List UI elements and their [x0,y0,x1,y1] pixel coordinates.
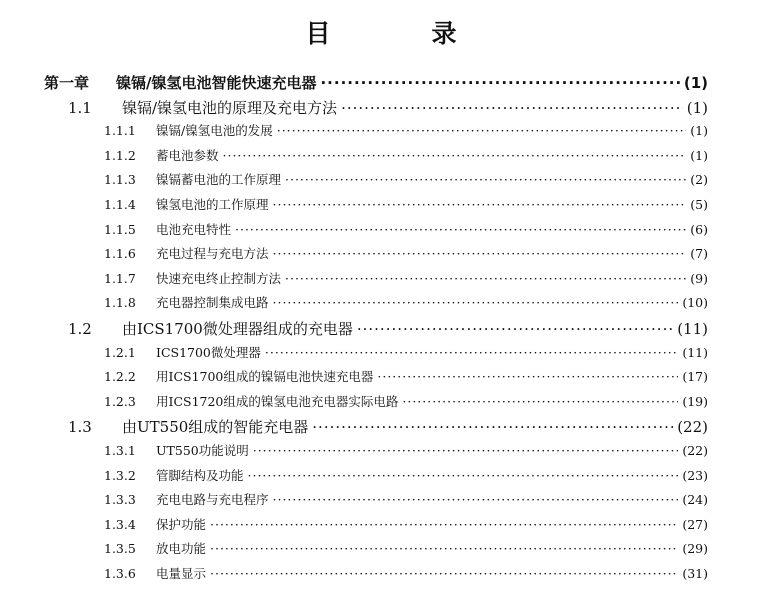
toc-entry-title: 电池充电特性 [156,221,232,237]
toc-entry-number: 1.3 [68,418,92,437]
toc-entry-number: 第一章 [44,74,90,92]
dot-leader [210,566,678,581]
page-title: 目 录 [305,19,495,48]
toc-entry-page: (11) [677,320,708,338]
toc-entry-number: 1.1.1 [104,123,136,139]
toc-entry-title: 电量显示 [156,566,207,581]
toc-entry-number: 1.1.4 [104,197,136,212]
toc-entry-title: 用ICS1700组成的镍镉电池快速充电器 [156,369,374,385]
dot-leader [402,394,678,409]
toc-entry-page: (22) [677,418,708,437]
toc-entry-title: 用ICS1720组成的镍氢电池充电器实际电路 [156,393,399,409]
toc-entry-title: 由UT550组成的智能充电器 [122,418,309,437]
toc-entry[interactable] [104,515,708,539]
toc-entry[interactable] [68,97,708,121]
toc-entry-page: (6) [690,221,708,237]
toc-entry-title: 保护功能 [156,516,207,532]
toc-entry-number: 1.2.1 [104,344,136,360]
toc-entry-title: 充电器控制集成电路 [156,295,269,311]
dot-leader [235,222,686,237]
dot-leader [377,369,678,384]
toc-entry-title: 放电功能 [156,541,207,557]
toc-entry-page: (31) [682,566,708,581]
toc-entry-number: 1.1.3 [104,172,136,188]
toc-entry[interactable] [104,343,708,367]
toc-entry-page: (1) [690,147,708,163]
toc-entry-page: (24) [682,492,708,508]
dot-leader [273,197,687,212]
toc-entry-page: (9) [690,270,708,286]
toc-entry-number: 1.3.2 [104,467,136,483]
toc-entry-number: 1.1.5 [104,221,136,237]
dot-leader [277,123,687,138]
toc-entry[interactable] [104,244,708,268]
toc-entry-number: 1.1.6 [104,246,136,262]
toc-entry[interactable] [104,367,708,391]
toc-entry[interactable] [44,72,708,96]
toc-entry-number: 1.1.2 [104,147,136,163]
toc-entry-number: 1.2.3 [104,393,136,409]
toc-entry-number: 1.2 [68,320,92,338]
toc-entry-page: (27) [682,516,708,532]
toc-entry-title: 蓄电池参数 [156,147,219,163]
toc-entry-title: UT550功能说明 [156,443,249,458]
dot-leader [320,74,679,92]
toc-entry-page: (1) [686,98,708,117]
toc-entry[interactable] [104,121,708,145]
toc-entry[interactable] [104,269,708,293]
toc-entry-page: (11) [682,344,708,360]
toc-entry-title: 镍镉蓄电池的工作原理 [156,172,282,188]
toc-entry-number: 1.3.3 [104,492,136,508]
toc-entry[interactable] [104,392,708,416]
toc-entry[interactable] [68,416,708,440]
toc-entry[interactable] [104,490,708,514]
toc-entry[interactable] [68,318,708,342]
toc-entry[interactable] [104,195,708,219]
dot-leader [357,320,673,338]
toc-entry-page: (1) [690,123,708,139]
toc-entry[interactable] [104,170,708,194]
toc-entry-title: 镍镉/镍氢电池的发展 [156,123,273,139]
dot-leader [273,246,687,261]
toc-entry-number: 1.1.8 [104,295,136,311]
toc-entry-title: 镍镉/镍氢电池的原理及充电方法 [122,98,338,117]
dot-leader [312,418,673,436]
dot-leader [273,295,679,310]
dot-leader [248,468,679,483]
dot-leader [273,492,679,507]
toc-entry-number: 1.2.2 [104,369,136,385]
toc-entry[interactable] [104,293,708,317]
toc-entry-page: (29) [682,541,708,557]
dot-leader [253,443,679,458]
dot-leader [210,541,678,556]
dot-leader [285,172,686,187]
toc-entry-page: (10) [682,295,708,311]
toc-entry-title: 由ICS1700微处理器组成的充电器 [122,320,353,338]
toc-entry-number: 1.3.1 [104,443,136,458]
toc-entry[interactable] [104,466,708,490]
toc-entry-number: 1.3.6 [104,566,136,581]
toc-entry[interactable] [104,146,708,170]
toc-entry-title: 充电过程与充电方法 [156,246,269,262]
toc-entry-page: (1) [683,74,708,92]
dot-leader [223,148,687,163]
dot-leader [341,99,683,117]
toc-entry-title: 镍镉/镍氢电池智能快速充电器 [116,74,317,92]
toc-entry-title: ICS1700微处理器 [156,344,261,360]
toc-entry[interactable] [104,539,708,563]
dot-leader [265,345,678,360]
toc-entry-title: 快速充电终止控制方法 [156,270,282,286]
toc-entry-page: (23) [682,467,708,483]
toc-entry[interactable] [104,441,708,465]
toc-entry-page: (5) [690,197,708,212]
toc-entry-title: 管脚结构及功能 [156,467,244,483]
toc-entry-number: 1.3.5 [104,541,136,557]
toc-entry-number: 1.1.7 [104,270,136,286]
dot-leader [210,517,678,532]
toc-entry-page: (2) [690,172,708,188]
dot-leader [285,271,686,286]
toc-entry-page: (17) [682,369,708,385]
toc-entry-page: (19) [682,393,708,409]
toc-entry-number: 1.1 [68,98,92,117]
toc-entry-page: (22) [682,443,708,458]
toc-entry-title: 镍氢电池的工作原理 [156,197,269,212]
toc-entry[interactable] [104,564,708,588]
toc-entry[interactable] [104,220,708,244]
toc-entry-page: (7) [690,246,708,262]
toc-entry-number: 1.3.4 [104,516,136,532]
toc-entry-title: 充电电路与充电程序 [156,492,269,508]
